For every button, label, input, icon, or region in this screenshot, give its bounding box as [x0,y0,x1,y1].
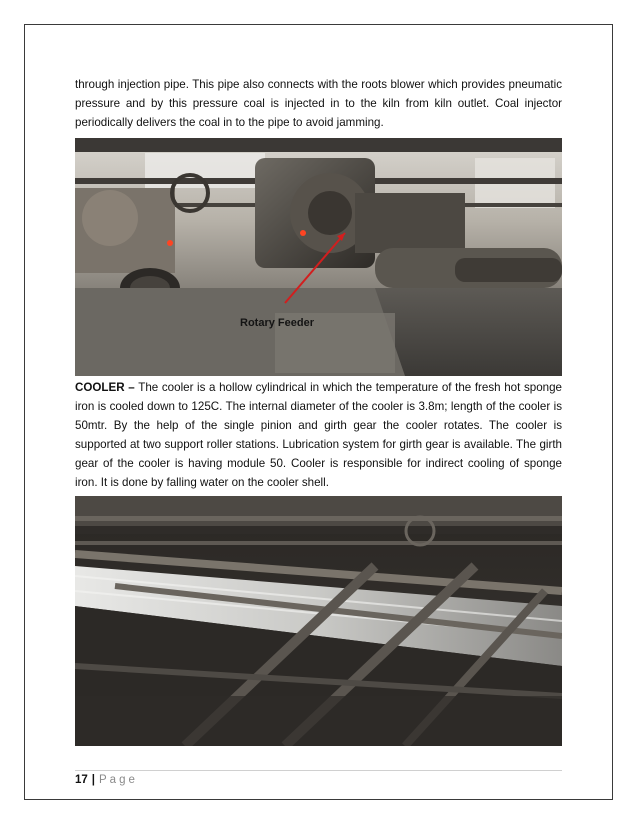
footer-separator: | [91,774,96,786]
cooler-image [75,496,562,746]
rotary-feeder-label: Rotary Feeder [240,317,314,329]
paragraph-cooler [75,378,562,492]
rotary-feeder-image [75,138,562,376]
cooler-photo [75,496,562,746]
footer-page-word: Page [99,774,138,786]
paragraph-injection-pipe: through injection pipe. This pipe also connects with the roots blower which provides pneumatic pressure and by this pressure coal is injected in to the kiln from kiln outlet. Coal injector periodically delivers the coal in to the pipe to avoid jamming. [75,78,562,129]
footer-divider [75,770,562,771]
page-number: 17 [75,774,88,786]
cooler-heading: COOLER [75,381,125,394]
cooler-body: The cooler is a hollow cylindrical in which the temperature of the fresh hot sponge iron is cooled down to 125C. The internal diameter of the cooler is 3.8m; length of the cooler is 50mtr. By the help of the single pinion and girth gear the cooler rotates. The cooler is supported at two support roller stations. Lubrication system for girth gear is available. The girth gear of the cooler is having module 50. Cooler is responsible for indirect cooling of sponge iron. It is done by falling water on the cooler shell. [75,381,562,489]
rotary-feeder-photo [75,138,562,376]
cooler-heading-dash: – [124,381,139,394]
page-footer [75,774,138,786]
